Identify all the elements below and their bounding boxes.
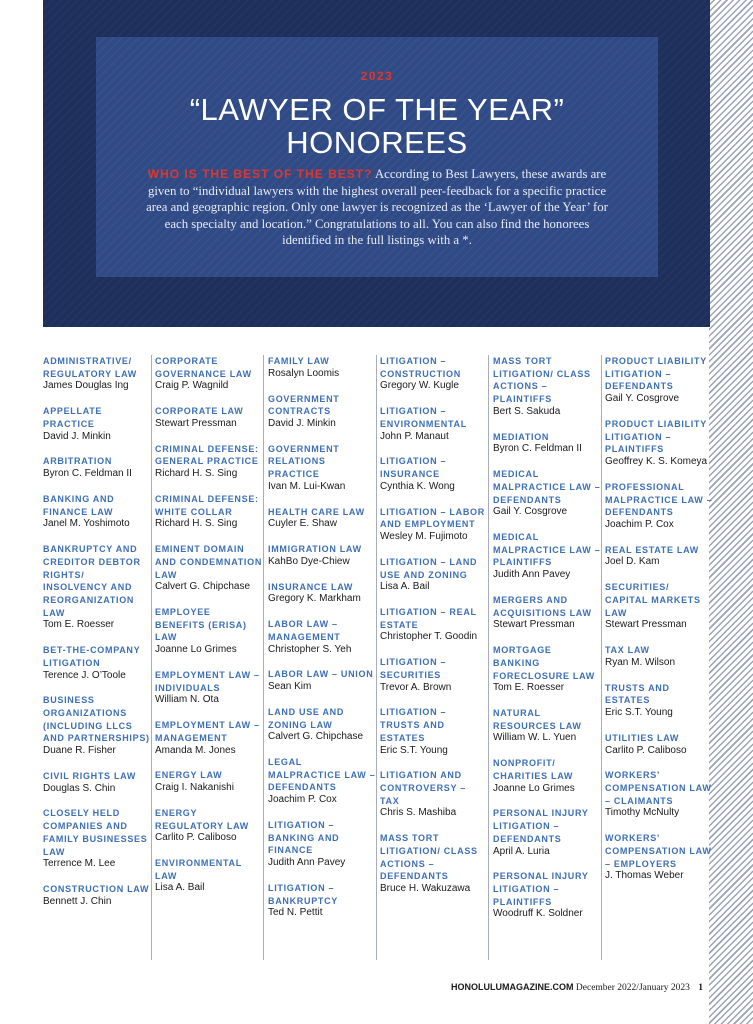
lawyer-name: Judith Ann Pavey xyxy=(268,857,346,869)
practice-area: MEDICAL MALPRACTICE LAW – DEFENDANTS xyxy=(493,469,601,505)
page-title xyxy=(96,93,658,159)
lawyer-name: William W. L. Yuen xyxy=(493,732,577,744)
practice-area: LITIGATION – BANKRUPTCY xyxy=(268,882,338,906)
honoree-entry xyxy=(493,355,601,419)
lawyer-name: Byron C. Feldman II xyxy=(43,468,132,480)
practice-area: CIVIL RIGHTS LAW xyxy=(43,770,137,781)
practice-area: MASS TORT LITIGATION/ CLASS ACTIONS – PLAINTIFFS xyxy=(493,356,591,405)
honoree-entry xyxy=(380,506,488,544)
lawyer-name: Bruce H. Wakuzawa xyxy=(380,883,471,895)
honoree-entry xyxy=(155,405,263,431)
lawyer-name: Ted N. Pettit xyxy=(268,907,323,919)
honoree-entry xyxy=(43,883,151,909)
honoree-entry xyxy=(380,606,488,644)
header-panel xyxy=(96,37,658,277)
honoree-entry xyxy=(268,819,376,870)
honoree-entry xyxy=(380,405,488,443)
lawyer-name: Trevor A. Brown xyxy=(380,681,452,693)
honoree-entry xyxy=(268,393,376,431)
lawyer-name: Bennett J. Chin xyxy=(43,895,112,907)
honoree-entry xyxy=(155,669,263,707)
practice-area: EMPLOYEE BENEFITS (ERISA) LAW xyxy=(155,607,247,643)
lawyer-name: John P. Manaut xyxy=(380,430,449,442)
practice-area: UTILITIES LAW xyxy=(605,732,680,743)
honoree-entry xyxy=(605,418,713,469)
honoree-entry xyxy=(268,506,376,532)
honoree-entry xyxy=(380,656,488,694)
lawyer-name: David J. Minkin xyxy=(268,417,336,429)
honoree-entry xyxy=(155,769,263,795)
lawyer-name: William N. Ota xyxy=(155,694,219,706)
practice-area: ADMINISTRATIVE/ REGULATORY LAW xyxy=(43,356,137,379)
practice-area: LITIGATION – SECURITIES xyxy=(380,657,447,680)
honoree-entry xyxy=(380,706,488,757)
honoree-entry xyxy=(493,870,601,921)
lawyer-name: Christopher S. Yeh xyxy=(268,643,352,655)
lawyer-name: Richard H. S. Sing xyxy=(155,468,238,480)
honoree-entry xyxy=(605,355,713,406)
practice-area: LEGAL MALPRACTICE LAW – DEFENDANTS xyxy=(268,757,376,793)
practice-area: CONSTRUCTION LAW xyxy=(43,884,150,895)
lawyer-name: Wesley M. Fujimoto xyxy=(380,531,468,543)
lawyer-name: Carlito P. Caliboso xyxy=(605,744,687,756)
lawyer-name: Richard H. S. Sing xyxy=(155,518,238,530)
practice-area: LITIGATION – LAND USE AND ZONING xyxy=(380,556,478,580)
honoree-entry xyxy=(605,581,713,632)
lawyer-name: Joel D. Kam xyxy=(605,556,660,568)
lawyer-name: Judith Ann Pavey xyxy=(493,569,571,581)
lawyer-name: Lisa A. Bail xyxy=(380,581,430,593)
lawyer-name: Chris S. Mashiba xyxy=(380,807,457,819)
honoree-entry xyxy=(43,405,151,443)
honoree-entry xyxy=(605,832,713,883)
practice-area: BANKRUPTCY AND CREDITOR DEBTOR RIGHTS/ INSOLVENCY AND REORGANIZATION LAW xyxy=(43,544,141,618)
lawyer-name: Carlito P. Caliboso xyxy=(155,832,237,844)
lawyer-name: Tom E. Roesser xyxy=(43,619,115,631)
honoree-entry xyxy=(155,355,263,393)
practice-area: CRIMINAL DEFENSE: GENERAL PRACTICE xyxy=(155,443,259,467)
honoree-entry xyxy=(268,882,376,920)
title-line-1: “LAWYER OF THE YEAR” xyxy=(189,92,565,127)
honoree-entry xyxy=(155,493,263,531)
footer-site: HONOLULUMAGAZINE.COM xyxy=(451,982,574,992)
honoree-entry xyxy=(268,756,376,807)
honoree-entry xyxy=(605,732,713,758)
practice-area: GOVERNMENT RELATIONS PRACTICE xyxy=(268,443,340,480)
lawyer-name: Craig I. Nakanishi xyxy=(155,782,234,794)
decorative-stripes xyxy=(709,0,753,1024)
lawyer-name: April A. Luria xyxy=(493,845,550,857)
column-3 xyxy=(268,355,377,960)
honoree-entry xyxy=(493,757,601,795)
lawyer-name: Gail Y. Cosgrove xyxy=(493,506,568,518)
title-line-2: HONOREES xyxy=(286,125,468,160)
honoree-entry xyxy=(43,694,151,758)
lawyer-name: Craig P. Wagnild xyxy=(155,380,229,392)
practice-area: FAMILY LAW xyxy=(268,356,330,366)
honoree-entry xyxy=(493,807,601,858)
practice-area: NONPROFIT/ CHARITIES LAW xyxy=(493,758,574,781)
practice-area: LITIGATION AND CONTROVERSY – TAX xyxy=(380,770,466,806)
honoree-entry xyxy=(268,618,376,656)
honoree-entry xyxy=(493,707,601,745)
practice-area: MERGERS AND ACQUISITIONS LAW xyxy=(493,594,592,618)
honoree-entry xyxy=(380,769,488,820)
lawyer-name: Stewart Pressman xyxy=(493,619,575,631)
practice-area: APPELLATE PRACTICE xyxy=(43,406,103,429)
practice-area: CRIMINAL DEFENSE: WHITE COLLAR xyxy=(155,493,259,517)
practice-area: BUSINESS ORGANIZATIONS (INCLUDING LLCS AND PARTNERSHIPS) xyxy=(43,695,150,744)
lawyer-name: Gregory W. Kugle xyxy=(380,380,459,392)
lawyer-name: Stewart Pressman xyxy=(605,619,687,631)
practice-area: WORKERS’ COMPENSATION LAW – EMPLOYERS xyxy=(605,833,712,869)
lawyer-name: Douglas S. Chin xyxy=(43,782,116,794)
practice-area: PROFESSIONAL MALPRACTICE LAW – DEFENDANTS xyxy=(605,481,713,518)
lawyer-name: David J. Minkin xyxy=(43,430,111,442)
practice-area: LITIGATION – INSURANCE xyxy=(380,456,447,480)
year-label: 2023 xyxy=(360,69,394,83)
practice-area: GOVERNMENT CONTRACTS xyxy=(268,393,340,417)
lawyer-name: Gail Y. Cosgrove xyxy=(605,393,680,405)
honoree-entry xyxy=(43,644,151,682)
practice-area: LABOR LAW – MANAGEMENT xyxy=(268,619,341,642)
honoree-entry xyxy=(493,594,601,632)
practice-area: PERSONAL INJURY LITIGATION – DEFENDANTS xyxy=(493,808,589,844)
honoree-entry xyxy=(605,644,713,670)
lawyer-name: Lisa A. Bail xyxy=(155,882,205,894)
practice-area: MORTGAGE BANKING FORECLOSURE LAW xyxy=(493,645,595,681)
lawyer-name: Joanne Lo Grimes xyxy=(155,644,237,656)
practice-area: PRODUCT LIABILITY LITIGATION – PLAINTIFFS xyxy=(605,418,707,455)
column-6 xyxy=(605,355,713,960)
practice-area: HEALTH CARE LAW xyxy=(268,506,365,517)
honoree-entry xyxy=(493,468,601,519)
practice-area: REAL ESTATE LAW xyxy=(605,544,700,555)
practice-area: LITIGATION – REAL ESTATE xyxy=(380,607,477,630)
honoree-entry xyxy=(493,431,601,457)
honoree-entry xyxy=(43,807,151,871)
practice-area: BET-THE-COMPANY LITIGATION xyxy=(43,645,141,668)
lawyer-name: Geoffrey K. S. Komeya xyxy=(605,456,708,468)
practice-area: EMPLOYMENT LAW – INDIVIDUALS xyxy=(155,669,260,693)
lawyer-name: Duane R. Fisher xyxy=(43,745,116,757)
honoree-entry xyxy=(155,857,263,895)
honorees-columns xyxy=(43,355,713,960)
lawyer-name: J. Thomas Weber xyxy=(605,870,684,882)
lawyer-name: Rosalyn Loomis xyxy=(268,367,340,379)
honoree-entry xyxy=(268,443,376,494)
lawyer-name: Woodruff K. Soldner xyxy=(493,908,583,920)
practice-area: LABOR LAW – UNION xyxy=(268,669,374,680)
practice-area: ARBITRATION xyxy=(43,456,113,467)
practice-area: TAX LAW xyxy=(605,645,650,656)
practice-area: MEDIATION xyxy=(493,431,550,442)
practice-area: INSURANCE LAW xyxy=(268,581,354,592)
intro-lead: WHO IS THE BEST OF THE BEST? xyxy=(147,167,373,181)
honoree-entry xyxy=(43,493,151,531)
lawyer-name: Calvert G. Chipchase xyxy=(268,731,364,743)
lawyer-name: Terrence M. Lee xyxy=(43,858,116,870)
honoree-entry xyxy=(155,443,263,481)
honoree-entry xyxy=(155,606,263,657)
lawyer-name: Sean Kim xyxy=(268,681,312,693)
column-2 xyxy=(155,355,264,960)
honoree-entry xyxy=(268,668,376,694)
honoree-entry xyxy=(380,355,488,393)
page-number: 1 xyxy=(698,983,703,993)
practice-area: ENERGY LAW xyxy=(155,770,223,781)
practice-area: LITIGATION – ENVIRONMENTAL xyxy=(380,406,467,429)
honoree-entry xyxy=(268,355,376,381)
practice-area: LITIGATION – LABOR AND EMPLOYMENT xyxy=(380,506,485,530)
practice-area: LITIGATION – CONSTRUCTION xyxy=(380,356,461,379)
practice-area: WORKERS’ COMPENSATION LAW – CLAIMANTS xyxy=(605,770,712,806)
honoree-entry xyxy=(268,706,376,744)
practice-area: EMPLOYMENT LAW – MANAGEMENT xyxy=(155,720,260,743)
lawyer-name: Eric S.T. Young xyxy=(605,707,673,719)
lawyer-name: Byron C. Feldman II xyxy=(493,443,582,455)
practice-area: ENERGY REGULATORY LAW xyxy=(155,807,249,831)
honoree-entry xyxy=(605,481,713,532)
practice-area: MASS TORT LITIGATION/ CLASS ACTIONS – DEFENDANTS xyxy=(380,833,478,882)
lawyer-name: Timothy McNulty xyxy=(605,807,680,819)
lawyer-name: Ryan M. Wilson xyxy=(605,656,676,668)
practice-area: PERSONAL INJURY LITIGATION – PLAINTIFFS xyxy=(493,871,589,907)
column-4 xyxy=(380,355,489,960)
honoree-entry xyxy=(155,719,263,757)
lawyer-name: Ivan M. Lui-Kwan xyxy=(268,480,346,492)
intro-text: According to Best Lawyers, these awards are given to “individual lawyers with the highest overall peer-feedback for a specific practice area and geographic region. Only one lawyer is recognized as the ‘Lawyer of the Year’ for each specialty and location.” Congratulations to all. You can also find the honorees identified in the full listings with a *. xyxy=(146,167,608,248)
honoree-entry xyxy=(43,543,151,632)
lawyer-name: Calvert G. Chipchase xyxy=(155,581,251,593)
practice-area: CORPORATE LAW xyxy=(155,406,244,417)
lawyer-name: Cuyler E. Shaw xyxy=(268,518,337,530)
honoree-entry xyxy=(605,769,713,820)
practice-area: ENVIRONMENTAL LAW xyxy=(155,858,242,881)
honoree-entry xyxy=(268,543,376,569)
lawyer-name: James Douglas Ing xyxy=(43,380,129,392)
lawyer-name: KahBo Dye-Chiew xyxy=(268,555,350,567)
practice-area: NATURAL RESOURCES LAW xyxy=(493,708,582,731)
practice-area: IMMIGRATION LAW xyxy=(268,544,362,555)
page-footer xyxy=(451,982,703,993)
lawyer-name: Cynthia K. Wong xyxy=(380,480,455,492)
practice-area: MEDICAL MALPRACTICE LAW – PLAINTIFFS xyxy=(493,532,601,568)
practice-area: CORPORATE GOVERNANCE LAW xyxy=(155,356,252,379)
lawyer-name: Janel M. Yoshimoto xyxy=(43,518,130,530)
practice-area: TRUSTS AND ESTATES xyxy=(605,682,670,706)
lawyer-name: Bert S. Sakuda xyxy=(493,405,561,417)
intro-paragraph xyxy=(146,166,608,249)
practice-area: EMINENT DOMAIN AND CONDEMNATION LAW xyxy=(155,544,263,580)
column-5 xyxy=(493,355,602,960)
honoree-entry xyxy=(493,531,601,582)
honoree-entry xyxy=(380,832,488,896)
honoree-entry xyxy=(493,644,601,695)
footer-issue: December 2022/January 2023 xyxy=(575,983,690,993)
column-1 xyxy=(43,355,152,960)
practice-area: BANKING AND FINANCE LAW xyxy=(43,493,115,517)
honoree-entry xyxy=(268,581,376,607)
lawyer-name: Eric S.T. Young xyxy=(380,744,448,756)
lawyer-name: Terence J. O’Toole xyxy=(43,669,126,681)
honoree-entry xyxy=(155,807,263,845)
lawyer-name: Gregory K. Markham xyxy=(268,593,361,605)
honoree-entry xyxy=(605,544,713,570)
honoree-entry xyxy=(43,770,151,796)
lawyer-name: Amanda M. Jones xyxy=(155,744,236,756)
honoree-entry xyxy=(605,682,713,720)
honoree-entry xyxy=(155,543,263,594)
practice-area: PRODUCT LIABILITY LITIGATION – DEFENDANTS xyxy=(605,356,707,392)
practice-area: LITIGATION – TRUSTS AND ESTATES xyxy=(380,707,447,743)
honoree-entry xyxy=(43,355,151,393)
lawyer-name: Joanne Lo Grimes xyxy=(493,782,575,794)
lawyer-name: Joachim P. Cox xyxy=(268,794,337,806)
honoree-entry xyxy=(380,455,488,493)
lawyer-name: Christopher T. Goodin xyxy=(380,631,478,643)
honoree-entry xyxy=(380,556,488,594)
practice-area: SECURITIES/ CAPITAL MARKETS LAW xyxy=(605,582,701,618)
lawyer-name: Stewart Pressman xyxy=(155,417,237,429)
practice-area: CLOSELY HELD COMPANIES AND FAMILY BUSINESSES LAW xyxy=(43,808,148,857)
honoree-entry xyxy=(43,455,151,481)
practice-area: LAND USE AND ZONING LAW xyxy=(268,706,345,730)
practice-area: LITIGATION – BANKING AND FINANCE xyxy=(268,819,340,856)
lawyer-name: Joachim P. Cox xyxy=(605,518,674,530)
lawyer-name: Tom E. Roesser xyxy=(493,682,565,694)
